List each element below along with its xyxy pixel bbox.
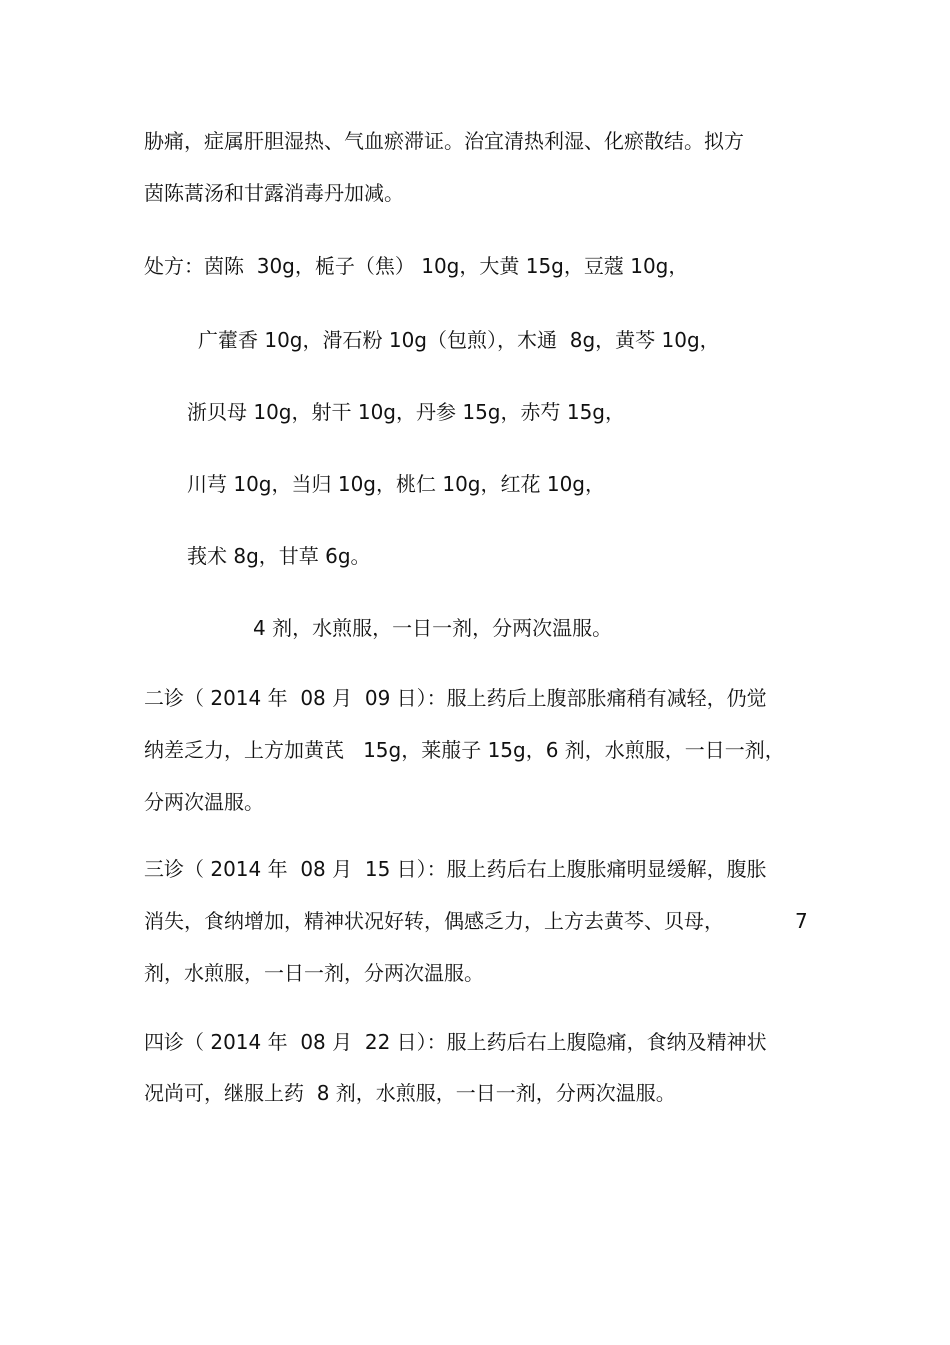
prescription-line-3: 浙贝母 10g，射干 10g，丹参 15g，赤芍 15g， xyxy=(187,400,626,424)
visit4-line-1: 四诊（ 2014 年 08 月 22 日）：服上药后右上腹隐痛，食纳及精神状 xyxy=(144,1030,767,1054)
visit4-line-2: 况尚可，继服上药 8 剂，水煎服，一日一剂，分两次温服。 xyxy=(144,1081,676,1105)
prescription-line-4: 川芎 10g，当归 10g，桃仁 10g，红花 10g， xyxy=(187,472,606,496)
prescription-line-2: 广藿香 10g，滑石粉 10g（包煎），木通 8g，黄芩 10g， xyxy=(198,328,720,352)
prescription-line-5: 莪术 8g，甘草 6g。 xyxy=(187,544,371,568)
visit3-line-1: 三诊（ 2014 年 08 月 15 日）：服上药后右上腹胀痛明显缓解，腹胀 xyxy=(144,857,767,881)
visit2-line-2: 纳差乏力，上方加黄芪 15g，莱菔子 15g，6 剂，水煎服，一日一剂， xyxy=(144,738,785,762)
intro-line-2: 茵陈蒿汤和甘露消毒丹加减。 xyxy=(144,181,404,205)
visit2-line-1: 二诊（ 2014 年 08 月 09 日）：服上药后上腹部胀痛稍有减轻，仍觉 xyxy=(144,686,767,710)
prescription-line-1: 处方：茵陈 30g，栀子（焦） 10g，大黄 15g，豆蔻 10g， xyxy=(144,254,689,278)
intro-line-1: 胁痛，症属肝胆湿热、气血瘀滞证。治宜清热利湿、化瘀散结。拟方 xyxy=(144,129,744,153)
prescription-dosage-line: 4 剂，水煎服，一日一剂，分两次温服。 xyxy=(253,616,613,640)
visit3-line-2-number: 7 xyxy=(795,909,808,933)
visit3-line-2: 消失，食纳增加，精神状况好转，偶感乏力，上方去黄芩、贝母， xyxy=(144,909,724,933)
visit3-line-3: 剂，水煎服，一日一剂，分两次温服。 xyxy=(144,961,484,985)
visit2-line-3: 分两次温服。 xyxy=(144,790,264,814)
